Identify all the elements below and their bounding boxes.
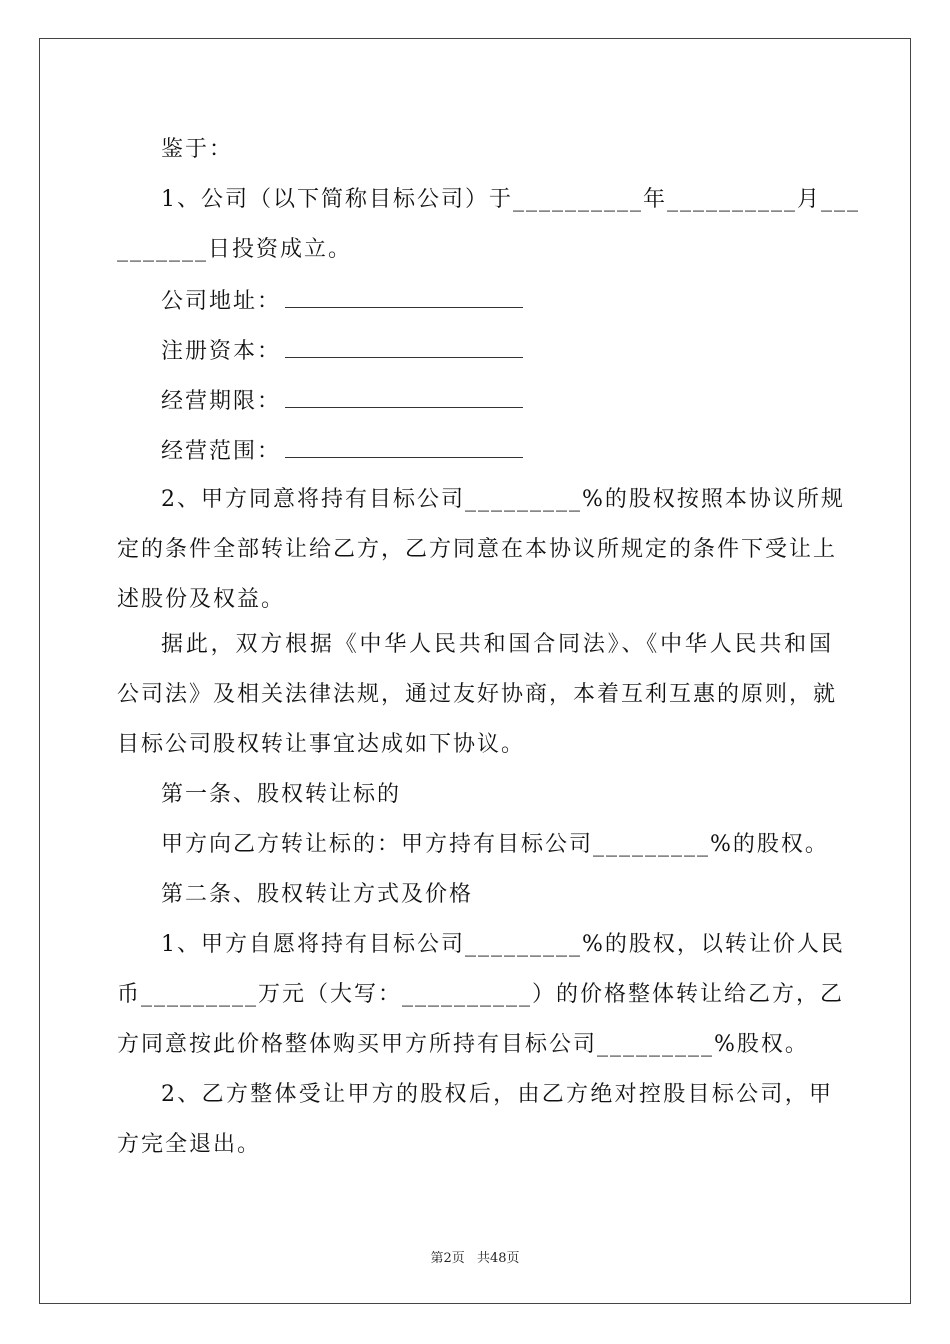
blank-line bbox=[285, 435, 523, 458]
page-border bbox=[39, 38, 911, 1304]
basis-line-3: 目标公司股权转让事宜达成如下协议。 bbox=[117, 732, 526, 757]
intro-heading: 鉴于： bbox=[161, 137, 234, 162]
clause-2-line-2: 定的条件全部转让给乙方，乙方同意在本协议所规定的条件下受让上 bbox=[117, 537, 838, 562]
basis-line-1: 据此，双方根据《中华人民共和国合同法》、《中华人民共和国 bbox=[161, 632, 833, 657]
field-label: 公司地址： bbox=[161, 289, 282, 314]
blank-line bbox=[285, 335, 523, 358]
article-1-body: 甲方向乙方转让标的：甲方持有目标公司_________%的股权。 bbox=[161, 832, 829, 857]
field-label: 经营期限： bbox=[161, 389, 282, 414]
clause-2-line-3: 述股份及权益。 bbox=[117, 587, 286, 612]
clause-2-line-1: 2、甲方同意将持有目标公司_________%的股权按照本协议所规 bbox=[161, 487, 845, 512]
field-business-scope bbox=[161, 435, 523, 467]
blank-line bbox=[285, 385, 523, 408]
clause-1-line-1: 1、公司（以下简称目标公司）于__________年__________月___ bbox=[161, 187, 860, 212]
article-2-item-2-line-1: 2、乙方整体受让甲方的股权后，由乙方绝对控股目标公司，甲 bbox=[161, 1082, 833, 1107]
page-number: 第2页 bbox=[430, 1251, 465, 1266]
field-company-address bbox=[161, 285, 523, 317]
field-registered-capital bbox=[161, 335, 523, 367]
page-footer bbox=[0, 1247, 950, 1266]
article-2-item-2-line-2: 方完全退出。 bbox=[117, 1132, 262, 1157]
article-2-item-1-line-2: 币_________万元（大写：__________）的价格整体转让给乙方，乙 bbox=[117, 982, 845, 1007]
field-label: 注册资本： bbox=[161, 339, 282, 364]
blank-line bbox=[285, 285, 523, 308]
clause-1-line-2: _______日投资成立。 bbox=[117, 237, 353, 262]
article-2-title: 第二条、股权转让方式及价格 bbox=[161, 882, 474, 907]
basis-line-2: 公司法》及相关法律法规，通过友好协商，本着互利互惠的原则，就 bbox=[117, 682, 838, 707]
article-2-item-1-line-3: 方同意按此价格整体购买甲方所持有目标公司_________%股权。 bbox=[117, 1032, 809, 1057]
field-label: 经营范围： bbox=[161, 439, 282, 464]
article-2-item-1-line-1: 1、甲方自愿将持有目标公司_________%的股权，以转让价人民 bbox=[161, 932, 845, 957]
article-1-title: 第一条、股权转让标的 bbox=[161, 782, 402, 807]
total-pages: 共48页 bbox=[476, 1251, 520, 1266]
field-operating-term bbox=[161, 385, 523, 417]
